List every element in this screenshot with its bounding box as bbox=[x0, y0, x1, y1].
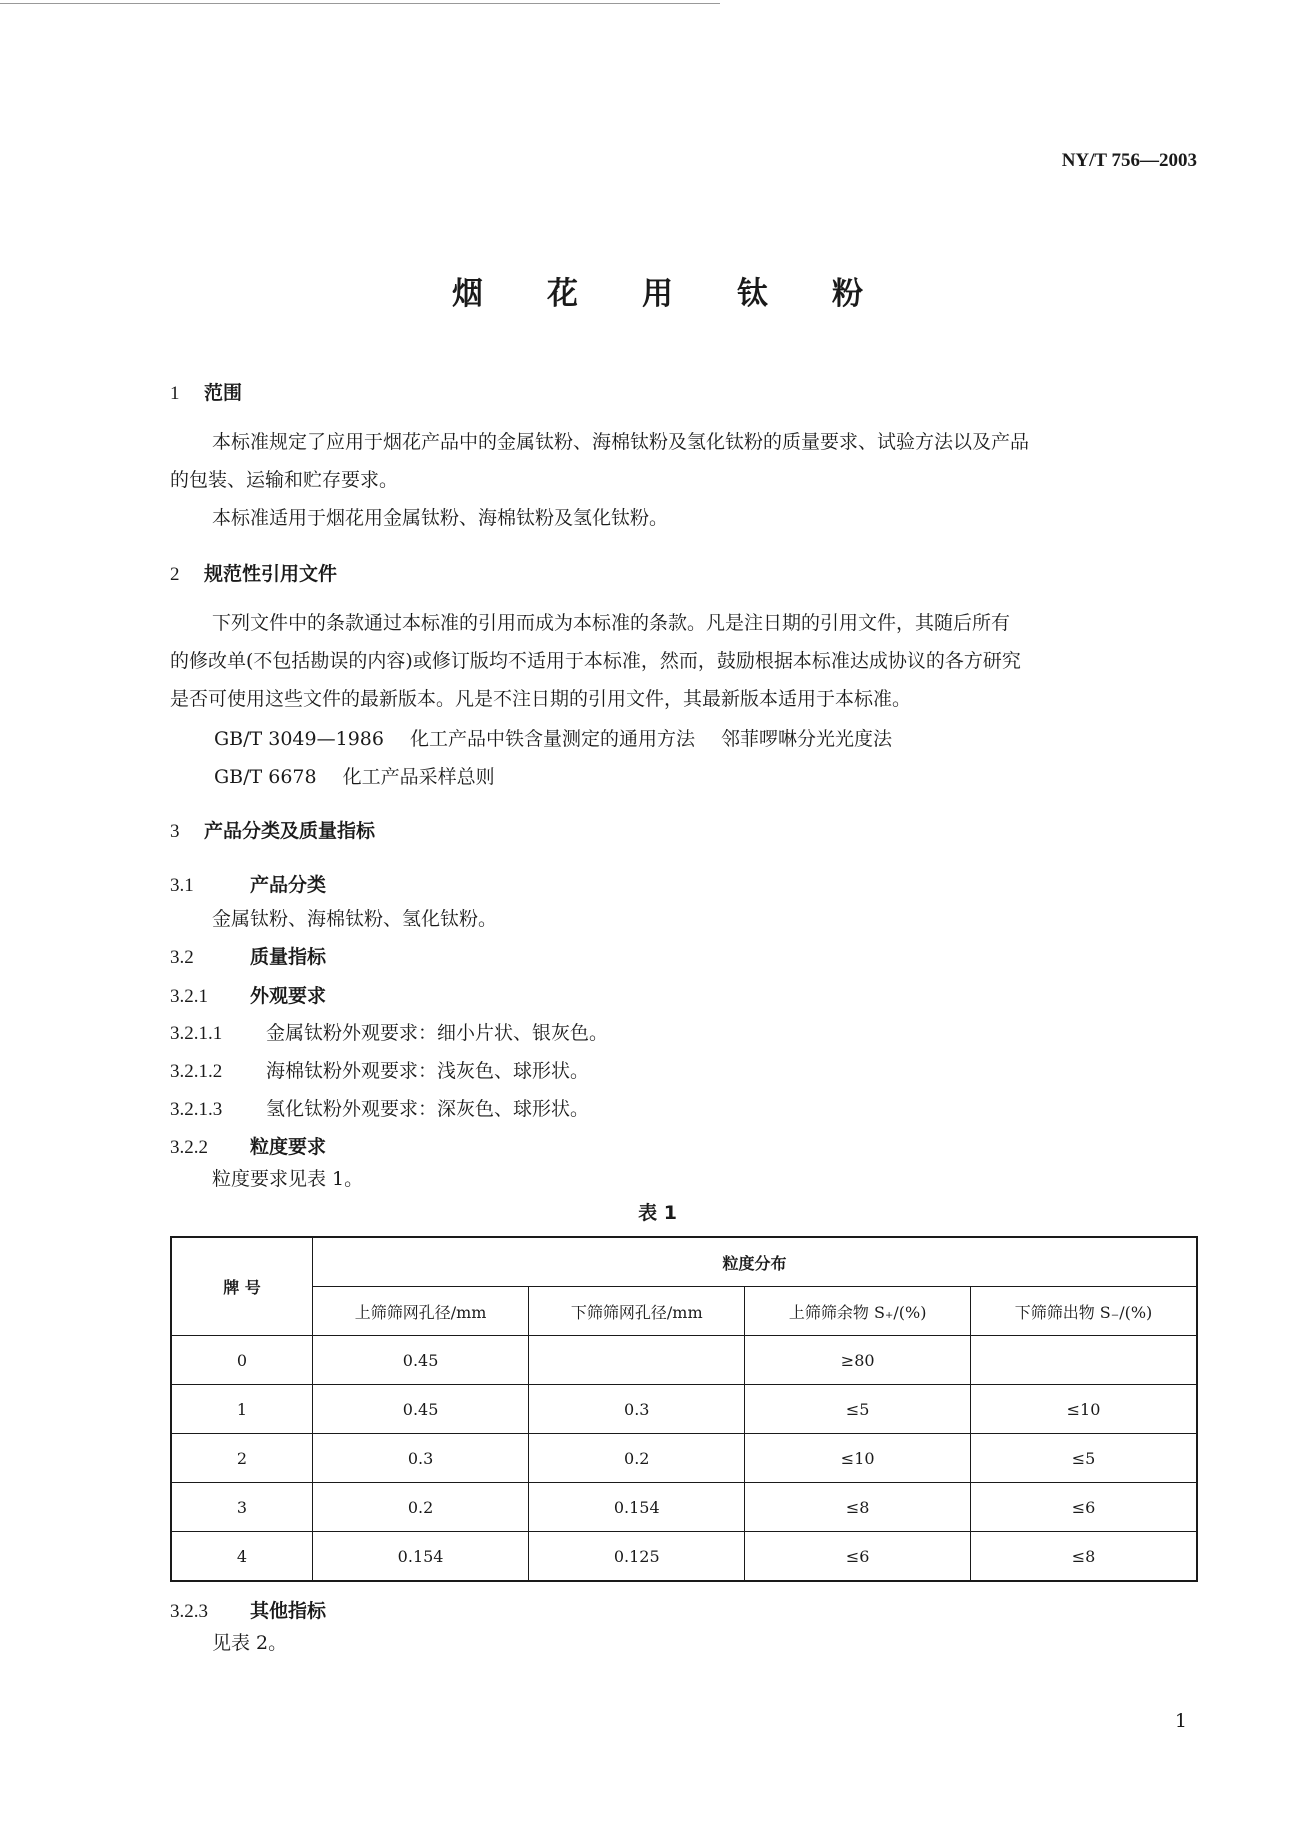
table-cell: ≤10 bbox=[971, 1385, 1198, 1434]
section-title: 产品分类及质量指标 bbox=[204, 820, 376, 842]
section-3-2-2-heading bbox=[170, 1132, 326, 1159]
section-number: 3.2.1 bbox=[170, 986, 208, 1007]
section-3-2-3-text: 见表 2。 bbox=[212, 1632, 288, 1654]
table-row bbox=[171, 1532, 1197, 1582]
section-2-heading bbox=[170, 559, 337, 586]
table-cell: ≥80 bbox=[745, 1336, 971, 1385]
table-row bbox=[171, 1483, 1197, 1532]
section-2-paragraph-1: 下列文件中的条款通过本标准的引用而成为本标准的条款。凡是注日期的引用文件，其随后所有 bbox=[212, 612, 1011, 634]
section-title: 外观要求 bbox=[250, 985, 327, 1007]
table-cell: 0 bbox=[171, 1336, 313, 1385]
section-number: 3.1 bbox=[170, 875, 194, 896]
reference-code: GB/T 3049—1986 bbox=[214, 728, 384, 750]
section-2-paragraph-1-cont: 的修改单(不包括勘误的内容)或修订版均不适用于本标准，然而，鼓励根据本标准达成协议的各方研究 bbox=[170, 650, 1021, 672]
table-row bbox=[171, 1434, 1197, 1483]
section-3-2-1-heading bbox=[170, 981, 326, 1008]
table-row bbox=[171, 1336, 1197, 1385]
table-cell: ≤6 bbox=[745, 1532, 971, 1582]
section-text: 氢化钛粉外观要求：深灰色、球形状。 bbox=[266, 1098, 590, 1120]
table-header-row bbox=[171, 1237, 1197, 1287]
section-1-paragraph-1: 本标准规定了应用于烟花产品中的金属钛粉、海棉钛粉及氢化钛粉的质量要求、试验方法以及产品 bbox=[212, 431, 1030, 453]
section-number: 3.2.3 bbox=[170, 1601, 208, 1622]
section-3-1-heading bbox=[170, 870, 326, 897]
section-3-heading bbox=[170, 816, 375, 843]
table-cell: 0.45 bbox=[313, 1385, 529, 1434]
reference-method: 邻菲啰啉分光光度法 bbox=[720, 728, 892, 750]
table-cell: 3 bbox=[171, 1483, 313, 1532]
table-cell: ≤8 bbox=[971, 1532, 1198, 1582]
section-number: 3.2.1.3 bbox=[170, 1099, 223, 1120]
section-number: 3.2.1.2 bbox=[170, 1061, 223, 1082]
section-title: 范围 bbox=[204, 382, 243, 404]
section-3-2-3-heading bbox=[170, 1596, 326, 1623]
section-3-2-heading bbox=[170, 942, 326, 969]
table-cell: ≤6 bbox=[971, 1483, 1198, 1532]
table-row bbox=[171, 1385, 1197, 1434]
section-title: 其他指标 bbox=[250, 1600, 327, 1622]
table-cell bbox=[971, 1336, 1198, 1385]
section-2-paragraph-1-end: 是否可使用这些文件的最新版本。凡是不注日期的引用文件，其最新版本适用于本标准。 bbox=[170, 688, 912, 710]
table-cell: ≤8 bbox=[745, 1483, 971, 1532]
section-title: 规范性引用文件 bbox=[204, 563, 338, 585]
section-1-paragraph-1-cont: 的包装、运输和贮存要求。 bbox=[170, 469, 399, 491]
reference-code: GB/T 6678 bbox=[214, 766, 317, 788]
section-title: 质量指标 bbox=[250, 946, 327, 968]
table-cell: ≤10 bbox=[745, 1434, 971, 1483]
section-text: 金属钛粉外观要求：细小片状、银灰色。 bbox=[266, 1022, 609, 1044]
document-title: 烟花用钛粉 bbox=[452, 276, 927, 312]
table-1 bbox=[170, 1236, 1198, 1582]
table-cell bbox=[529, 1336, 745, 1385]
section-1-heading bbox=[170, 378, 242, 405]
page-number: 1 bbox=[1174, 1710, 1187, 1732]
section-title: 产品分类 bbox=[250, 874, 327, 896]
header-particle-distribution: 粒度分布 bbox=[313, 1237, 1198, 1287]
table-cell: 1 bbox=[171, 1385, 313, 1434]
table-cell: 0.125 bbox=[529, 1532, 745, 1582]
section-3-1-text: 金属钛粉、海棉钛粉、氢化钛粉。 bbox=[212, 908, 498, 930]
section-3-2-2-text: 粒度要求见表 1。 bbox=[212, 1168, 364, 1190]
section-3-2-1-1 bbox=[170, 1018, 608, 1045]
header-lower-passing: 下筛筛出物 S₋/(%) bbox=[971, 1287, 1198, 1336]
table-cell: 0.2 bbox=[529, 1434, 745, 1483]
standard-code: NY/T 756—2003 bbox=[1061, 150, 1197, 171]
table-cell: 0.3 bbox=[529, 1385, 745, 1434]
section-number: 3.2 bbox=[170, 947, 194, 968]
reference-title: 化工产品中铁含量测定的通用方法 bbox=[409, 728, 695, 750]
table-cell: 0.154 bbox=[313, 1532, 529, 1582]
table-cell: ≤5 bbox=[971, 1434, 1198, 1483]
header-grade: 牌 号 bbox=[171, 1237, 313, 1336]
header-upper-sieve: 上筛筛网孔径/mm bbox=[313, 1287, 529, 1336]
reference-title: 化工产品采样总则 bbox=[342, 766, 495, 788]
table-cell: 2 bbox=[171, 1434, 313, 1483]
scan-artifact-line bbox=[0, 3, 720, 4]
table-cell: 0.45 bbox=[313, 1336, 529, 1385]
section-3-2-1-2 bbox=[170, 1056, 589, 1083]
table-subheader-row bbox=[171, 1287, 1197, 1336]
section-number: 3 bbox=[170, 821, 180, 842]
reference-gbt-3049 bbox=[214, 724, 892, 751]
section-text: 海棉钛粉外观要求：浅灰色、球形状。 bbox=[266, 1060, 590, 1082]
section-number: 3.2.1.1 bbox=[170, 1023, 223, 1044]
table-cell: 0.154 bbox=[529, 1483, 745, 1532]
section-number: 2 bbox=[170, 564, 180, 585]
header-upper-residue: 上筛筛余物 S₊/(%) bbox=[745, 1287, 971, 1336]
section-1-paragraph-2: 本标准适用于烟花用金属钛粉、海棉钛粉及氢化钛粉。 bbox=[212, 507, 669, 529]
header-lower-sieve: 下筛筛网孔径/mm bbox=[529, 1287, 745, 1336]
table-cell: 0.3 bbox=[313, 1434, 529, 1483]
table-1-caption: 表 1 bbox=[638, 1202, 677, 1224]
section-3-2-1-3 bbox=[170, 1094, 589, 1121]
section-number: 3.2.2 bbox=[170, 1137, 208, 1158]
table-cell: ≤5 bbox=[745, 1385, 971, 1434]
section-title: 粒度要求 bbox=[250, 1136, 327, 1158]
table-cell: 4 bbox=[171, 1532, 313, 1582]
reference-gbt-6678 bbox=[214, 762, 495, 789]
section-number: 1 bbox=[170, 383, 180, 404]
table-cell: 0.2 bbox=[313, 1483, 529, 1532]
